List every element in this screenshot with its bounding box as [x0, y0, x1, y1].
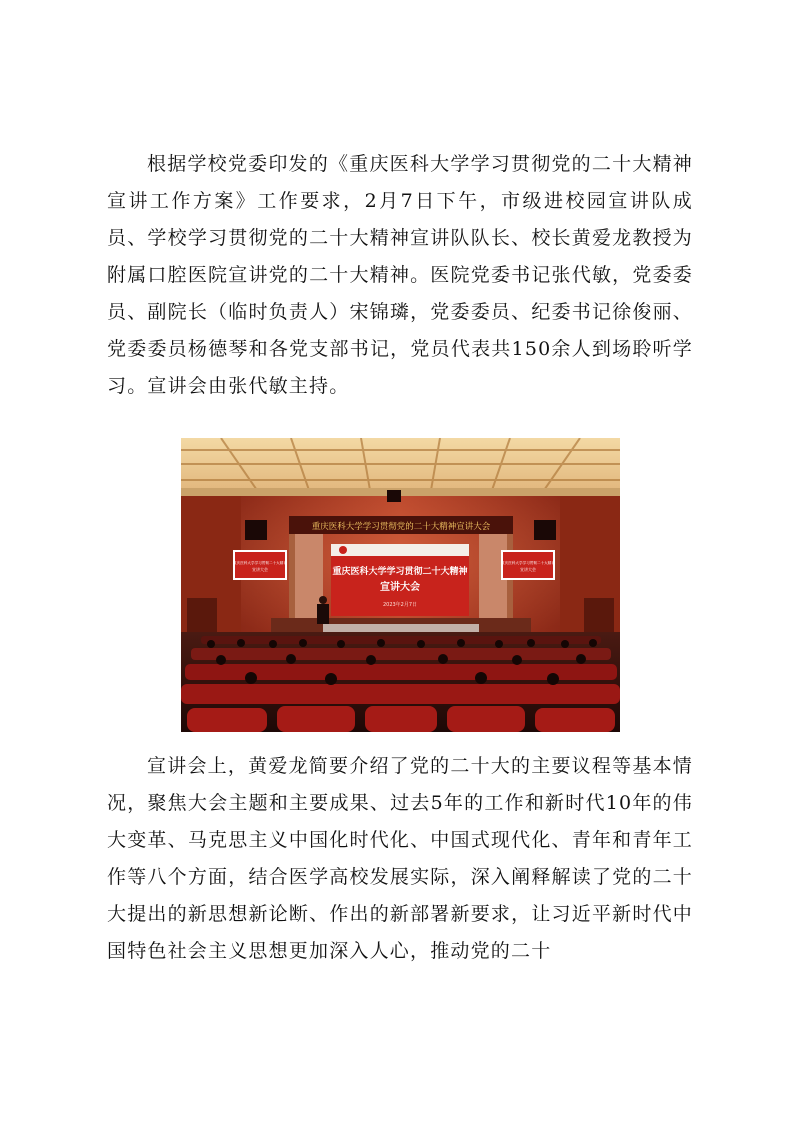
school-emblem-icon	[339, 546, 347, 554]
right-screen-line2: 宣讲大会	[520, 567, 536, 572]
audience-seats	[181, 636, 620, 732]
screen-title-line1: 重庆医科大学学习贯彻二十大精神	[332, 567, 468, 577]
screen-title-line2: 宣讲大会	[380, 582, 420, 593]
left-screen-line1: 重庆医科大学学习贯彻二十大精神	[233, 561, 287, 565]
paragraph-lecture: 宣讲会上，黄爱龙简要介绍了党的二十大的主要议程等基本情况，聚焦大会主题和主要成果、过去5年的工作和新时代10年的伟大变革、马克思主义中国化时代化、中国式现代化、青年和青年工作等八个方面，结合医学高校发展实际，深入阐释解读了党的二十大提出的新思想新论断、作出的新部署新要求，让习近平新时代中国特色社会主义思想更加深入人心，推动党的二十	[107, 755, 693, 962]
speaker	[317, 604, 329, 624]
right-screen-line1: 重庆医科大学学习贯彻二十大精神	[501, 561, 555, 565]
screen-date: 2023年2月7日	[382, 602, 418, 608]
banner-text: 重庆医科大学学习贯彻党的二十大精神宣讲大会	[311, 522, 491, 532]
ceiling	[181, 438, 620, 496]
paragraph-intro: 根据学校党委印发的《重庆医科大学学习贯彻党的二十大精神宣讲工作方案》工作要求，2月7日下午，市级进校园宣讲队成员、学校学习贯彻党的二十大精神宣讲队队长、校长黄爱龙教授为附属口腔医院宣讲党的二十大精神。医院党委书记张代敏，党委委员、副院长（临时负责人）宋锦璘，党委委员、纪委书记徐俊丽、党委委员杨德琴和各党支部书记，党员代表共150余人到场聆听学习。宣讲会由张代敏主持。	[107, 153, 693, 397]
lecture-hall-photo	[181, 438, 620, 732]
left-screen-line2: 宣讲大会	[252, 567, 268, 572]
